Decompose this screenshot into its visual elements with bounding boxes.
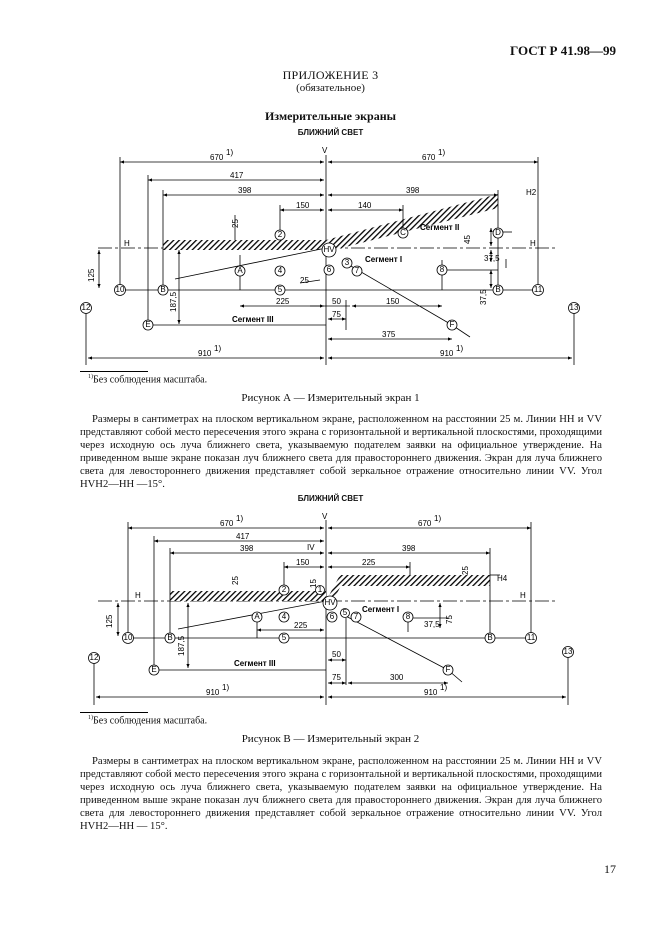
- figure1-caption: Рисунок А — Измерительный экран 1: [241, 392, 420, 404]
- segment-3-label: Сегмент III: [234, 659, 276, 668]
- point-4-label: 4: [281, 612, 287, 621]
- dim-50: 50: [332, 650, 341, 659]
- dim-670-left: 670: [210, 153, 224, 162]
- dim-37-5: 37,5: [424, 620, 440, 629]
- h2-label: H2: [526, 188, 537, 197]
- point-5-label: 5: [277, 285, 283, 294]
- dim-75: 75: [332, 310, 341, 319]
- dim-37-5-b: 37,5: [479, 289, 488, 305]
- figure2-footnote: $^{1)}$Без соблюдения масштаба.: [88, 715, 208, 727]
- dim-417: 417: [236, 532, 250, 541]
- dim-150: 150: [296, 558, 310, 567]
- cutoff-hatch-left: [163, 240, 326, 250]
- dim-150: 150: [296, 201, 310, 210]
- dim-187-5: 187,5: [177, 635, 186, 656]
- dim-670-right: 670: [422, 153, 436, 162]
- point-11-label: 11: [533, 285, 543, 294]
- point-8-label: 8: [439, 265, 445, 274]
- cutoff-hatch-right: [340, 575, 490, 586]
- appendix-title: ПРИЛОЖЕНИЕ 3: [282, 68, 379, 82]
- point-12-label: 12: [81, 303, 91, 312]
- point-7-label: 7: [354, 266, 360, 275]
- point-5-label: 5: [281, 633, 287, 642]
- point-2-label: 2: [281, 585, 287, 594]
- point-4-label: 4: [277, 266, 283, 275]
- fn-mark: 1): [440, 683, 448, 692]
- segment-1-label: Сегмент I: [362, 605, 400, 614]
- point-10-label: 10: [123, 633, 133, 642]
- point-E-label: E: [145, 320, 151, 329]
- point-B-label: B: [167, 633, 173, 642]
- dim-225: 225: [362, 558, 376, 567]
- dim-25: 25: [231, 219, 240, 228]
- point-B-label: B: [495, 285, 501, 294]
- dim-375: 375: [382, 330, 396, 339]
- appendix-status: (обязательное): [296, 82, 365, 94]
- dim-25-a: 25: [231, 576, 240, 585]
- fn-mark: 1): [438, 148, 446, 157]
- segment-2-label: Сегмент II: [420, 223, 460, 232]
- iv-label: IV: [307, 543, 315, 552]
- figure1-footnote: $^{1)}$Без соблюдения масштаба.: [88, 374, 208, 386]
- dim-910-right: 910: [424, 688, 438, 697]
- fn-mark: 1): [236, 514, 244, 523]
- figure1-description: Размеры в сантиметрах на плоском вертикальном экране, расположенном на расстоянии 25 м. Линии HH и VV представляют собой место пересечения этого экрана с горизонтальной и вертикальной плоскостями, проходящими через исходную ось луча ближнего света, указываемую подателем заявки на официальное утверждение. На приведенном выше экране показан луч ближнего света для правостороннего движения. Экран для луча ближнего света для левостороннего движения представляет собой зеркальное отражение относительно линии VV. Угол HVH2—HH —15°.: [80, 414, 602, 490]
- point-6-label: 6: [326, 265, 332, 274]
- dim-125: 125: [87, 268, 96, 282]
- dim-398-left: 398: [240, 544, 254, 553]
- h-label-left: H: [124, 239, 130, 248]
- point-E-label: E: [151, 665, 157, 674]
- cutoff-hatch-right: [326, 194, 498, 252]
- point-A-label: A: [237, 266, 243, 275]
- segment-1-label: Сегмент I: [365, 255, 403, 264]
- dim-15: 15: [309, 579, 318, 588]
- segment-3-label: Сегмент III: [232, 315, 274, 324]
- dim-398-left: 398: [238, 186, 252, 195]
- point-B-label: B: [487, 633, 493, 642]
- fn-mark: 1): [214, 344, 222, 353]
- dim-398-right: 398: [402, 544, 416, 553]
- point-13-label: 13: [569, 303, 579, 312]
- dim-910-right: 910: [440, 349, 454, 358]
- v-label: V: [322, 146, 328, 155]
- h-label-left: H: [135, 591, 141, 600]
- point-5b-label: 5: [342, 608, 348, 617]
- page-number: 17: [604, 862, 616, 876]
- dim-50: 50: [332, 297, 341, 306]
- point-hv-label: HV: [323, 245, 335, 254]
- figure2-diagram: [0, 508, 661, 708]
- fn-mark: 1): [222, 683, 230, 692]
- footnote-rule: [80, 371, 148, 372]
- fn-mark: 1): [434, 514, 442, 523]
- point-8-label: 8: [405, 612, 411, 621]
- dim-25-b: 25: [461, 566, 470, 575]
- dim-225-b: 225: [294, 621, 308, 630]
- fn-mark: 1): [226, 148, 234, 157]
- dim-187-5: 187,5: [169, 291, 178, 312]
- dim-417: 417: [230, 171, 244, 180]
- point-F-label: F: [449, 320, 455, 329]
- footnote-rule: [80, 712, 148, 713]
- point-F-label: F: [445, 665, 451, 674]
- dim-45: 45: [463, 235, 472, 244]
- dim-300: 300: [390, 673, 404, 682]
- dim-910-left: 910: [206, 688, 220, 697]
- point-B-label: B: [160, 285, 166, 294]
- dim-910-left: 910: [198, 349, 212, 358]
- v-label: V: [322, 512, 328, 521]
- figure1-beam-label: БЛИЖНИЙ СВЕТ: [297, 128, 364, 137]
- dim-150-b: 150: [386, 297, 400, 306]
- point-13-label: 13: [563, 647, 573, 656]
- point-12-label: 12: [89, 653, 99, 662]
- point-D-label: D: [495, 228, 501, 237]
- point-1-label: 1: [317, 585, 323, 594]
- point-10-label: 10: [115, 285, 125, 294]
- dim-398-right: 398: [406, 186, 420, 195]
- h-label-right: H: [520, 591, 526, 600]
- h4-label: H4: [497, 574, 508, 583]
- point-A-label: A: [254, 612, 260, 621]
- point-7-label: 7: [353, 612, 359, 621]
- dim-25-b: 25: [300, 276, 309, 285]
- cutoff-hatch-left: [170, 591, 326, 601]
- dim-225: 225: [276, 297, 290, 306]
- dim-75-v: 75: [445, 615, 454, 624]
- fn-mark: 1): [456, 344, 464, 353]
- figure2-caption: Рисунок В — Измерительный экран 2: [241, 733, 420, 745]
- dim-125: 125: [105, 614, 114, 628]
- figure1-diagram: [0, 140, 661, 365]
- dim-670-right: 670: [418, 519, 432, 528]
- point-hv-label: HV: [324, 598, 336, 607]
- dim-140: 140: [358, 201, 372, 210]
- dim-670-left: 670: [220, 519, 234, 528]
- standard-header: ГОСТ Р 41.98—99: [510, 43, 616, 58]
- point-3-label: 3: [344, 258, 350, 267]
- point-C-label: C: [400, 228, 406, 237]
- dim-37-5-a: 37,5: [484, 254, 500, 263]
- dim-75: 75: [332, 673, 341, 682]
- point-6-label: 6: [329, 612, 335, 621]
- section-title: Измерительные экраны: [264, 109, 397, 123]
- point-11-label: 11: [526, 633, 536, 642]
- h-label-right: H: [530, 239, 536, 248]
- figure2-beam-label: БЛИЖНИЙ СВЕТ: [297, 494, 364, 503]
- figure2-description: Размеры в сантиметрах на плоском вертикальном экране, расположенном на расстоянии 25 м. Линии HH и VV представляют собой место пересечения этого экрана с горизонтальной и вертикальной плоскостями, проходящими через исходную ось луча ближнего света, указываемую подателем заявки на официальное утверждение. На приведенном выше экране показан луч ближнего света для правостороннего движения. Экран для луча ближнего света для левостороннего движения представляет собой зеркальное отражение относительно линии VV. Угол HVH2—HH — 15°.: [80, 756, 602, 832]
- point-2-label: 2: [277, 230, 283, 239]
